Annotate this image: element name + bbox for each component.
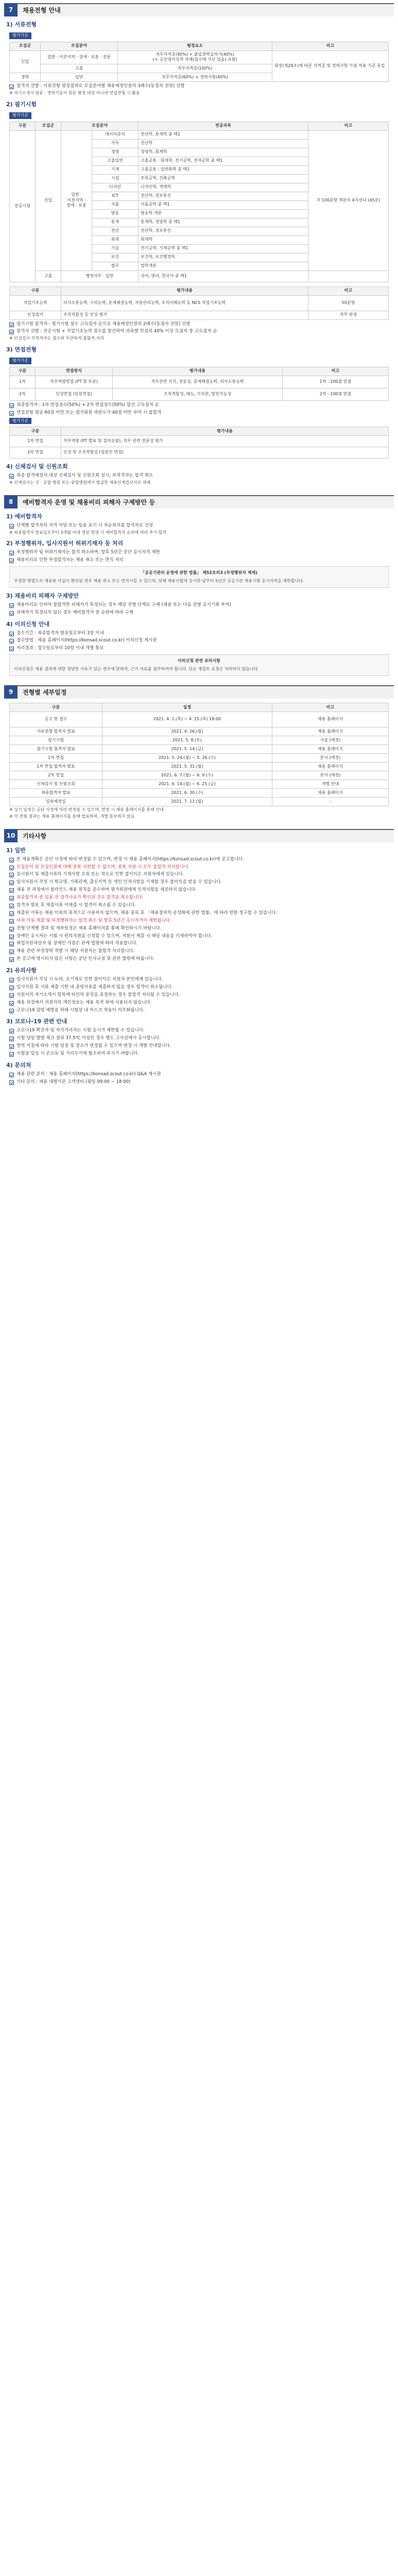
subheading-objection: 4) 이의신청 안내 bbox=[6, 620, 50, 628]
table-cell: 식품 bbox=[92, 200, 139, 209]
table-cell: 임용예정일 bbox=[10, 798, 102, 806]
table-header: 면접방식 bbox=[36, 367, 113, 376]
table-header: 모집군 bbox=[36, 122, 61, 130]
section-title: 예비합격자 운영 및 채용비리 피해자 구제방안 등 bbox=[23, 498, 155, 506]
table-cell: 데이터분석 bbox=[92, 130, 139, 139]
table-header: 모집군 bbox=[10, 42, 41, 50]
law-box bbox=[9, 566, 389, 588]
table-header: 비고 bbox=[308, 286, 389, 295]
subheading-contact: 4) 문의처 bbox=[6, 1061, 31, 1069]
checkbox-icon bbox=[9, 978, 14, 982]
table-cell: 회장(제29조)에 따른 자격증 및 경력사항 가점 적용 기준 동일 bbox=[272, 50, 389, 82]
checkbox-icon bbox=[9, 632, 14, 636]
list-item: 본 채용계획은 공단 사정에 따라 변경될 수 있으며, 변경 시 채용 홈페이지(https://konsad.scout.co.kr)에 공고합니다. bbox=[9, 857, 394, 863]
table-cell: 일반 bbox=[41, 73, 118, 82]
table-cell: 2021. 5. 8.(토) bbox=[102, 736, 272, 745]
table-cell: 통계학, 경영학 중 택1 bbox=[139, 218, 308, 227]
table-cell: 1차 면접 bbox=[10, 754, 102, 762]
table-cell: 전공시험 bbox=[10, 130, 36, 282]
table-cell: 서울 (예정) bbox=[272, 736, 389, 745]
table-cell: 2021. 5. 14.(금) bbox=[102, 745, 272, 754]
list-item: 코로나19 확진자 및 자가격리자는 시험 응시가 제한될 수 있습니다. bbox=[9, 1028, 394, 1034]
subheading-general: 1) 일반 bbox=[6, 846, 26, 854]
checkbox-icon bbox=[9, 950, 14, 954]
list-item: 면접전형 평균 60점 미만 또는 평가위원 과반수가 40점 미만 부여 시 불합격 bbox=[9, 410, 394, 416]
table-cell: 채용 홈페이지 bbox=[272, 712, 389, 727]
section-title: 기타사항 bbox=[23, 832, 47, 840]
table-cell: 일반 · 이전지역 · 장애 · 보훈 bbox=[61, 130, 92, 270]
checkbox-icon bbox=[9, 603, 14, 608]
table-cell: 적부 판정 bbox=[308, 311, 389, 319]
document-screening-table-wrap bbox=[9, 42, 389, 82]
table-cell: 국어, 영어, 한국사 중 택1 bbox=[139, 270, 308, 282]
checkbox-icon bbox=[9, 1044, 14, 1049]
table-cell: 보건학, 보건행정학 bbox=[139, 253, 308, 262]
table-row bbox=[10, 754, 389, 762]
list-item: 코로나19 감염 예방을 위해 시험장 내 마스크 착용이 의무화됩니다. bbox=[9, 1008, 394, 1014]
table-cell: 기술 bbox=[92, 244, 139, 253]
list-item: 처리결과 : 접수일로부터 10일 이내 개별 통보 bbox=[9, 646, 394, 652]
objection-box bbox=[9, 654, 389, 676]
list-item: 최종합격자 : 1차 면접점수(50%) + 2차 면접점수(50%) 합산 고득점자 순 bbox=[9, 402, 394, 409]
table-cell: 시설 bbox=[92, 174, 139, 183]
section-number: 9 bbox=[4, 685, 18, 699]
checkbox-icon bbox=[9, 1052, 14, 1057]
checkbox-icon bbox=[9, 942, 14, 946]
table-header: 모집분야 bbox=[41, 42, 118, 50]
table-header: 평가내용 bbox=[61, 427, 389, 436]
section-number: 10 bbox=[4, 829, 18, 842]
table-cell: 2021. 5. 31.(월) bbox=[102, 762, 272, 771]
list-item: 제출된 서류는 채용 이외의 목적으로 사용하지 않으며, 채용 종료 후 「채용절차의 공정화에 관한 법률」에 따라 반환 청구할 수 있습니다. bbox=[9, 910, 394, 917]
table-cell: 기계 bbox=[92, 165, 139, 174]
table-cell: 조직적합성 등 인성 평가 bbox=[61, 311, 308, 319]
table-cell bbox=[308, 270, 389, 282]
table-header: 평정요소 bbox=[118, 42, 272, 50]
table-cell: 회계 bbox=[92, 235, 139, 244]
table-cell: 행정사무 · 일반 bbox=[61, 270, 139, 282]
checkbox-icon bbox=[9, 896, 14, 901]
table-cell: 채용 홈페이지 bbox=[272, 745, 389, 754]
table-header: 평가내용 bbox=[113, 367, 283, 376]
list-item: 시험장 입실 시 손소독 및 거리두기에 협조하여 주시기 바랍니다. bbox=[9, 1051, 394, 1057]
note: ※ 최종합격자 발표일로부터 3개월 이내 결원 발생 시 예비합격자 순위에 따라 추가 합격 bbox=[9, 530, 167, 535]
table-header: 비고 bbox=[308, 122, 389, 130]
table-header: 구분 bbox=[10, 367, 36, 376]
interview-table bbox=[9, 367, 389, 401]
list-item: 피해자가 특정되지 않는 경우 예비합격자 중 순위에 따라 구제 bbox=[9, 610, 394, 616]
table-cell: 고졸공통 : 일반화학 중 택1 bbox=[139, 165, 308, 174]
table-header: 전공과목 bbox=[139, 122, 308, 130]
table-row bbox=[10, 736, 389, 745]
table-header: 비고 bbox=[283, 367, 389, 376]
list-item: 방역 지침에 따라 시험 일정 및 장소가 변경될 수 있으며 변경 시 개별 안내합니다. bbox=[9, 1043, 394, 1049]
list-item: 최종합격자 중 임용 전 결격사유가 확인된 경우 합격을 취소합니다. bbox=[9, 895, 394, 901]
document-screening-table bbox=[9, 42, 389, 82]
table-cell: 채용 홈페이지 bbox=[272, 789, 389, 798]
schedule-table bbox=[9, 703, 389, 806]
table-header: 모집분야 bbox=[61, 122, 139, 130]
subheading-cautions: 2) 유의사항 bbox=[6, 967, 37, 974]
checkbox-icon bbox=[9, 330, 14, 334]
table-cell: 2021. 7. 12.(월) bbox=[102, 798, 272, 806]
checkbox-icon bbox=[9, 986, 14, 990]
list-item: 기타 문의 : 채용 대행기관 고객센터 (평일 09:00 ~ 18:00) bbox=[9, 1079, 394, 1086]
table-cell: 직무자격증(100%) bbox=[118, 64, 272, 73]
subheading-written-exam: 2) 필기시험 bbox=[6, 100, 37, 108]
table-cell: - bbox=[272, 798, 389, 806]
note: ※ 신체검사는 국 · 공립 병원 또는 종합병원에서 발급한 채용신체검사서로 대체 bbox=[9, 480, 151, 485]
checkbox-icon bbox=[9, 993, 14, 998]
checkbox-icon bbox=[9, 858, 14, 862]
interview-criteria-table bbox=[9, 427, 389, 459]
table-cell: 전산학, 정보통신 bbox=[139, 227, 308, 235]
list-item: 접수기간 : 최종합격자 발표일로부터 3일 이내 bbox=[9, 631, 394, 637]
list-item: 입사지원서 작성 시 누락, 오기재로 인한 불이익은 지원자 본인에게 있습니다. bbox=[9, 977, 394, 983]
checkbox-icon bbox=[9, 904, 14, 908]
checkbox-icon bbox=[9, 919, 14, 924]
list-item: 부정행위자 및 허위기재자는 합격 취소하며, 향후 5년간 공단 응시자격 제한 bbox=[9, 550, 394, 556]
list-item: 시험 당일 발열 체크 결과 37.5℃ 이상인 경우 별도 고사실에서 응시합니다. bbox=[9, 1036, 394, 1042]
checkbox-icon bbox=[9, 866, 14, 870]
table-cell: 각 100문항 객관식 4지선다 (45분) bbox=[308, 130, 389, 270]
table-row bbox=[10, 771, 389, 780]
criteria-label: 평가기준 bbox=[9, 418, 31, 425]
table-cell: 법무 bbox=[92, 262, 139, 270]
section-8-header bbox=[4, 495, 394, 509]
list-item: 합격자 선발 : 전공시험 + 직업기초능력 점수를 합산하여 과목별 만점의 40% 이상 득점자 중 고득점자 순 bbox=[9, 329, 394, 335]
list-item: 합격자 발표 후 제출서류 미제출 시 합격이 취소될 수 있습니다. bbox=[9, 903, 394, 909]
table-row bbox=[10, 789, 389, 798]
checkbox-icon bbox=[9, 888, 14, 893]
table-cell: 2차 bbox=[10, 388, 36, 400]
table-header: 구분 bbox=[10, 286, 61, 295]
table-cell: 사무 bbox=[92, 139, 139, 148]
checkbox-icon bbox=[9, 1037, 14, 1041]
checkbox-icon bbox=[9, 911, 14, 916]
list-item: 최종 합격예정자 대상 신체검사 및 신원조회 실시, 부적격자는 합격 취소 bbox=[9, 473, 394, 479]
list-item: 채용비리로 인하여 불합격한 피해자가 특정되는 경우 해당 전형 단계로 구제 (채용 또는 다음 전형 응시기회 부여) bbox=[9, 602, 394, 608]
checkbox-icon bbox=[9, 403, 14, 408]
table-cell: 1차 면접 합격자 발표 bbox=[10, 762, 102, 771]
table-row bbox=[10, 762, 389, 771]
table-cell: 2차 면접 bbox=[10, 771, 102, 780]
table-cell: 채용 홈페이지 bbox=[272, 727, 389, 736]
table-cell: 전산학, 정보통신 bbox=[139, 192, 308, 200]
list-item: 전형 단계별 결과 및 세부일정은 채용 홈페이지를 통해 확인하시기 바랍니다. bbox=[9, 926, 394, 932]
checkbox-icon bbox=[9, 1029, 14, 1033]
table-cell: 신입 bbox=[36, 130, 61, 270]
note: ※ 각 전형 결과는 채용 홈페이지를 통해 발표하며, 개별 통보하지 않음 bbox=[9, 814, 135, 819]
list-item: 접수방법 : 채용 홈페이지(https://konsad.scout.co.kr) 이의신청 게시판 bbox=[9, 638, 394, 644]
table-cell: ICT bbox=[92, 192, 139, 200]
table-row bbox=[10, 780, 389, 789]
table-cell: 전산학 bbox=[139, 139, 308, 148]
table-cell: 경영 bbox=[92, 148, 139, 157]
table-cell: 2021. 5. 24.(월) ~ 5. 26.(수) bbox=[102, 754, 272, 762]
table-cell: 2021. 6. 14.(월) ~ 6. 25.(금) bbox=[102, 780, 272, 789]
checkbox-icon bbox=[9, 639, 14, 643]
table-cell: 고졸공통 : 회계학, 전기공학, 전자공학 중 택1 bbox=[139, 157, 308, 165]
table-cell: 경영학, 회계학 bbox=[139, 148, 308, 157]
checkbox-icon bbox=[9, 524, 14, 529]
objection-box-title: 이의신청 관련 유의사항 bbox=[178, 658, 220, 664]
list-item: 단계별 합격자의 자격 미달 또는 임용 포기 시 차순위자를 합격자로 선정 bbox=[9, 523, 394, 529]
table-cell: 개별 안내 bbox=[272, 780, 389, 789]
list-item: 지원서의 자기소개서 항목에 타인의 문장을 표절하는 경우 불합격 처리될 수 있습니다. bbox=[9, 992, 394, 998]
list-item: 채용 관련 문의 : 채용 홈페이지(https://konsad.scout.co.kr) Q&A 게시판 bbox=[9, 1072, 394, 1078]
table-cell: 회계학 bbox=[139, 235, 308, 244]
checkbox-icon bbox=[9, 935, 14, 939]
table-cell: 직무자격증(40%) + 출입경력실적서(40%) (＊ 공인영어성적 자체(점수에 가산 있음) 포함) bbox=[118, 50, 272, 64]
list-item: 채용 관련 부정청탁 적발 시 해당 지원자는 불합격 처리합니다. bbox=[9, 948, 394, 955]
section-7-header bbox=[4, 3, 394, 16]
table-cell: 직무역량 (PT 발표 및 질의응답), 직무 관련 전문성 평가 bbox=[61, 436, 389, 447]
table-cell: 고졸 bbox=[36, 270, 61, 282]
objection-box-text: 이의신청은 채용 결과에 대한 정당한 사유가 있는 경우에 한하며, 근거 자료를 첨부하여야 합니다. 단순 재검토 요청은 처리하지 않습니다. bbox=[14, 667, 259, 672]
table-cell: 고졸 bbox=[41, 64, 118, 73]
table-cell: 전산학, 통계학 중 택1 bbox=[139, 130, 308, 139]
aptitude-table bbox=[9, 286, 389, 320]
interview-table2-wrap bbox=[9, 427, 389, 459]
section-9-header bbox=[4, 685, 394, 699]
section-title: 채용전형 안내 bbox=[23, 6, 61, 14]
table-cell: 직업기초능력 bbox=[10, 295, 61, 311]
table-cell: 2021. 4. 1.(목) ~ 4. 15.(목) 18:00 bbox=[102, 712, 272, 727]
subheading-document-screening: 1) 서류전형 bbox=[6, 21, 37, 28]
list-item: 입사지원 후 서류 제출 기한 내 증빙서류를 제출하지 않을 경우 합격이 취소됩니다. bbox=[9, 985, 394, 991]
table-cell: 신입 bbox=[10, 50, 41, 73]
table-cell: 필기시험 합격자 발표 bbox=[10, 745, 102, 754]
note: ※ 상기 일정은 공단 사정에 따라 변경될 수 있으며, 변경 시 채용 홈페이지를 통해 안내 bbox=[9, 807, 164, 812]
table-cell: 필기시험 bbox=[10, 736, 102, 745]
table-header: 비고 bbox=[272, 42, 389, 50]
checkbox-icon bbox=[9, 474, 14, 479]
checkbox-icon bbox=[9, 411, 14, 416]
list-item: 모집분야 및 모집인원에 대해 중복 지원할 수 없으며, 중복 지원 시 모두 불합격 처리합니다. bbox=[9, 865, 394, 871]
table-cell: 1차 면접 bbox=[10, 436, 61, 447]
table-cell: 식품공학 중 택1 bbox=[139, 200, 308, 209]
criteria-label: 평가기준 bbox=[9, 358, 31, 364]
table-cell: 인성검사 bbox=[10, 311, 61, 319]
table-cell: 경력 bbox=[10, 73, 41, 82]
table-cell: 토목공학, 건축공학 bbox=[139, 174, 308, 183]
table-cell: 2021. 4. 26.(월) bbox=[102, 727, 272, 736]
checkbox-icon bbox=[9, 1073, 14, 1077]
table-cell: 방송학 개론 bbox=[139, 209, 308, 218]
section-10-header bbox=[4, 829, 394, 842]
section-title: 전형별 세부일정 bbox=[23, 689, 67, 697]
table-cell: 본사 (예정) bbox=[272, 754, 389, 762]
checkbox-icon bbox=[9, 873, 14, 877]
checkbox-icon bbox=[9, 1001, 14, 1006]
checkbox-icon bbox=[9, 647, 14, 651]
subheading-misconduct: 2) 부정행위자, 입사지원서 허위기재자 등 처리 bbox=[6, 540, 124, 547]
table-cell: 디자인학, 색채학 bbox=[139, 183, 308, 192]
table-cell: 2차 : 100점 만점 bbox=[283, 388, 389, 400]
list-item: 취업지원대상자 및 장애인 가점은 관계 법령에 따라 적용합니다. bbox=[9, 941, 394, 947]
table-cell: 2021. 6. 7.(월) ~ 6. 9.(수) bbox=[102, 771, 272, 780]
table-header: 구분 bbox=[10, 703, 102, 712]
section-number: 8 bbox=[4, 495, 18, 509]
criteria-label: 평가기준 bbox=[9, 32, 31, 39]
table-cell: 공고 및 접수 bbox=[10, 712, 102, 727]
law-box-text: 부정한 방법으로 채용된 사실이 확인된 경우 채용 취소 또는 면직시킬 수 있으며, 당해 채용시험에 응시한 날부터 5년간 공공기관 채용시험 응시자격을 제한합니다. bbox=[14, 579, 304, 584]
list-item: 입사지원서 작성 시 학교명, 가족관계, 출신지역 등 개인 인적사항을 기재할 경우 불이익을 받을 수 있습니다. bbox=[9, 879, 394, 886]
table-row bbox=[10, 727, 389, 736]
written-exam-table-wrap bbox=[9, 122, 389, 282]
list-item: 본 공고에 명시되지 않은 사항은 공단 인사규정 및 관련 법령에 따릅니다. bbox=[9, 956, 394, 962]
table-cell: 전산 bbox=[92, 227, 139, 235]
table-header: 구분 bbox=[10, 427, 61, 436]
table-cell: 직무관련 지식, 전문성, 문제해결능력, 의사소통능력 bbox=[113, 376, 283, 388]
table-cell: 고졸일반 bbox=[92, 157, 139, 165]
table-cell: 법학개론 bbox=[139, 262, 308, 270]
table-cell: 채용 홈페이지 bbox=[272, 762, 389, 771]
table-cell: 일반 · 이전지역 · 장애 · 보훈 · 전문 bbox=[41, 50, 118, 64]
checkbox-icon bbox=[9, 84, 14, 89]
list-item: 장애인 응시자는 시험 시 편의지원을 신청할 수 있으며, 지원서 제출 시 해당 내용을 기재하여야 합니다. bbox=[9, 934, 394, 940]
checkbox-icon bbox=[9, 558, 14, 563]
written-exam-table bbox=[9, 122, 389, 282]
list-item: 채용비리로 인한 부정합격자는 채용 취소 또는 면직 처리 bbox=[9, 557, 394, 564]
checkbox-icon bbox=[9, 957, 14, 962]
table-cell: 보건 bbox=[92, 253, 139, 262]
table-header: 구분 bbox=[10, 122, 36, 130]
subheading-victim-relief: 3) 채용비리 피해자 구제방안 bbox=[6, 592, 79, 600]
table-cell: 방송 bbox=[92, 209, 139, 218]
note: ※ 인성검사 부적격자는 점수와 무관하게 불합격 처리 bbox=[9, 336, 105, 341]
table-cell: 인성면접 (임원면접) bbox=[36, 388, 113, 400]
law-box-title: 「공공기관의 운영에 관한 법률」 제52조의3 (부정행위자 제재) bbox=[141, 570, 257, 575]
table-header: 일정 bbox=[102, 703, 272, 712]
list-item: 응시원서 및 제출서류의 기재사항 오류 또는 착오로 인한 불이익은 지원자에게 있습니다. bbox=[9, 872, 394, 878]
checkbox-icon bbox=[9, 1009, 14, 1013]
table-cell: 본사 (예정) bbox=[272, 771, 389, 780]
written-exam-table2-wrap bbox=[9, 286, 389, 320]
table-cell: 서류전형 합격자 발표 bbox=[10, 727, 102, 736]
section-number: 7 bbox=[4, 3, 18, 16]
subheading-health-check: 4) 신체검사 및 신원조회 bbox=[6, 463, 68, 470]
table-header: 비고 bbox=[272, 703, 389, 712]
checkbox-icon bbox=[9, 323, 14, 327]
table-cell: 50문항 bbox=[308, 295, 389, 311]
table-cell: 직무역량면접 (PT 및 토론) bbox=[36, 376, 113, 388]
subheading-reserve: 1) 예비합격자 bbox=[6, 513, 42, 520]
list-item: 채용 과정에서 지원자의 개인정보는 채용 목적 외에 사용되지 않습니다. bbox=[9, 1000, 394, 1006]
checkbox-icon bbox=[9, 880, 14, 885]
table-cell: 디자인 bbox=[92, 183, 139, 192]
page bbox=[0, 0, 398, 1090]
table-header: 평가내용 bbox=[61, 286, 308, 295]
list-item: 필기시험 합격자 : 필기시험 점수 고득점자 순으로 채용예정인원의 2배수(동점자 전원) 선발 bbox=[9, 321, 394, 328]
interview-table-wrap bbox=[9, 367, 389, 401]
subheading-interview: 3) 면접전형 bbox=[6, 346, 37, 353]
checkbox-icon bbox=[9, 927, 14, 931]
table-cell: 통계 bbox=[92, 218, 139, 227]
list-item: 허위 서류 제출 및 부정행위자는 합격 취소 및 향후 5년간 응시자격이 제한됩니다. bbox=[9, 918, 394, 924]
table-cell: 2021. 6. 30.(수) bbox=[102, 789, 272, 798]
checkbox-icon bbox=[9, 1080, 14, 1085]
table-cell: 최종합격자 발표 bbox=[10, 789, 102, 798]
table-cell: 1차 bbox=[10, 376, 36, 388]
note: ※ 자기소개서 원문 · 경력기술서 원문 평정 대상 아니며 면접전형 시 활용 bbox=[9, 91, 140, 96]
table-cell: 2차 면접 bbox=[10, 447, 61, 459]
table-cell: 전기공학, 기계공학 중 택1 bbox=[139, 244, 308, 253]
list-item: 합격자 선발 : 서류전형 평정결과로 모집분야별 채용예정인원의 3배수(동점자 전원) 선발 bbox=[9, 83, 394, 90]
table-cell: 직무자격증(60%) + 경력사항(40%) bbox=[118, 73, 272, 82]
checkbox-icon bbox=[9, 611, 14, 616]
checkbox-icon bbox=[9, 551, 14, 555]
table-cell: 신체검사 및 신원조회 bbox=[10, 780, 102, 789]
table-row bbox=[10, 798, 389, 806]
table-cell: 1차 : 100점 만점 bbox=[283, 376, 389, 388]
table-row bbox=[10, 712, 389, 727]
table-row bbox=[10, 745, 389, 754]
table-cell: 조직적합성, 태도, 가치관, 발전가능성 bbox=[113, 388, 283, 400]
table-cell: 인성 및 조직적합성 (임원진 면접) bbox=[61, 447, 389, 459]
table-cell: 의사소통능력, 수리능력, 문제해결능력, 자원관리능력, 조직이해능력 등 NCS 직업기초능력 bbox=[61, 295, 308, 311]
criteria-label: 평가기준 bbox=[9, 112, 31, 119]
schedule-table-wrap bbox=[9, 703, 389, 806]
subheading-covid: 3) 코로나-19 관련 안내 bbox=[6, 1018, 67, 1025]
list-item: 채용 전 과정에서 블라인드 채용 원칙을 준수하며 평가위원에게 인적사항을 제공하지 않습니다. bbox=[9, 887, 394, 893]
